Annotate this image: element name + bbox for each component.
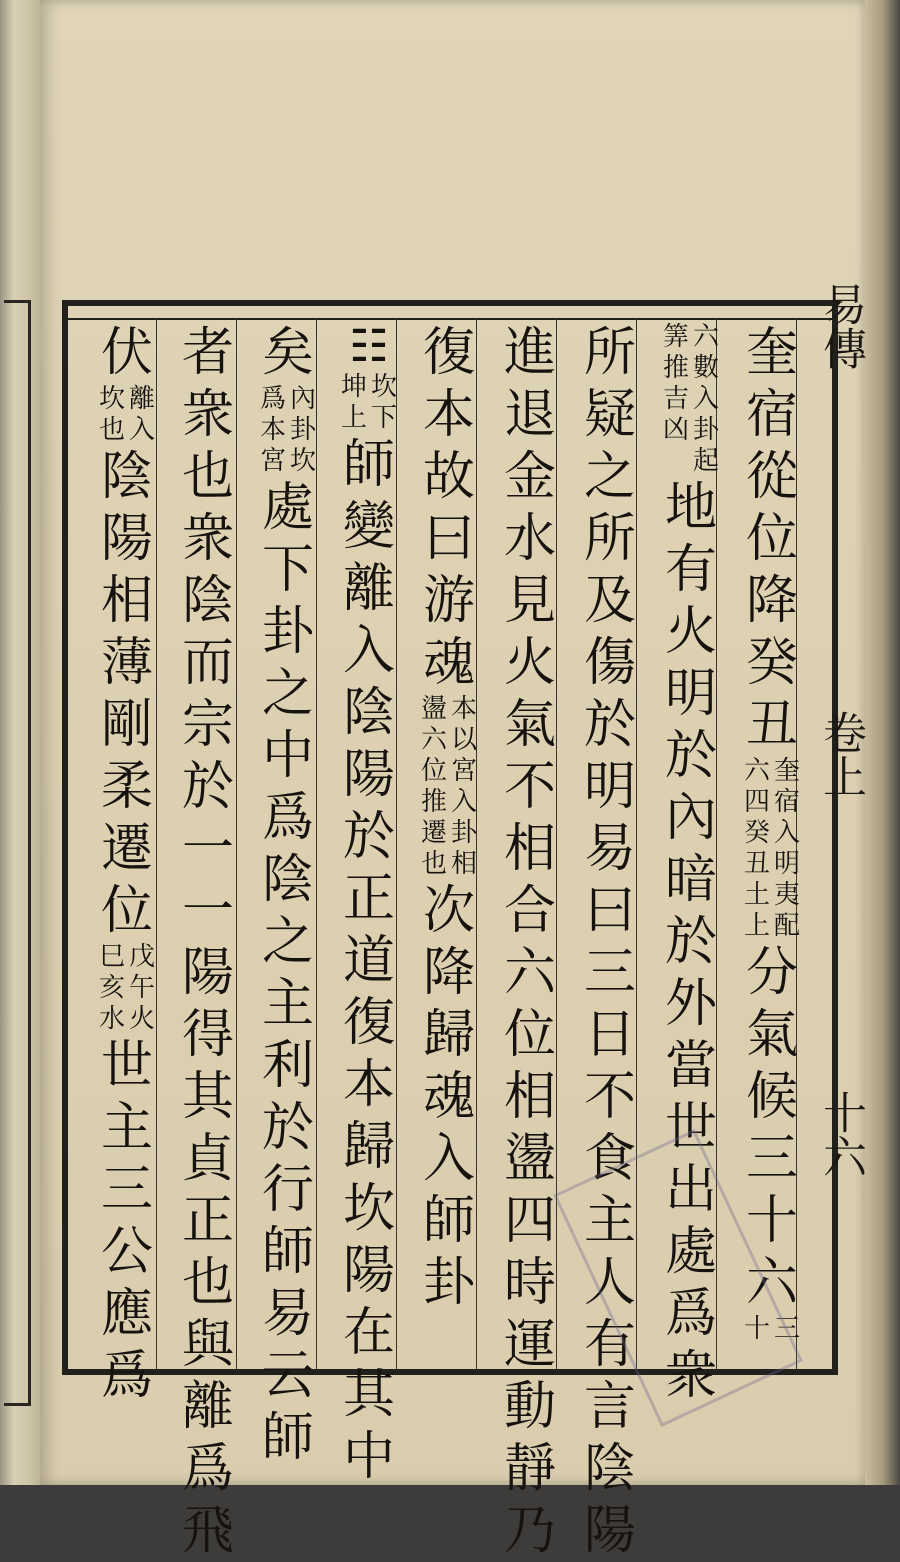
main-character: 與 (181, 1315, 234, 1375)
main-character: 於 (342, 807, 395, 867)
main-character: 之 (261, 912, 314, 972)
main-character: 世 (664, 1098, 717, 1158)
main-character: 陰 (100, 447, 153, 507)
commentary-character: 遷 (420, 818, 447, 848)
commentary-character: 宮 (259, 446, 286, 476)
main-character: 一 (181, 819, 234, 879)
main-character: 陽 (181, 943, 234, 1003)
commentary-character: 數 (692, 353, 719, 383)
main-character: 從 (745, 447, 798, 507)
main-character: 師 (261, 1222, 314, 1282)
commentary-character (662, 446, 690, 477)
commentary-row (98, 942, 156, 973)
main-character: 於 (583, 695, 636, 755)
commentary-character: 卦 (692, 415, 719, 445)
commentary-character: 亥 (98, 973, 125, 1003)
main-character: 一 (181, 881, 234, 941)
commentary-row (743, 911, 801, 942)
main-character: 人 (583, 1253, 636, 1313)
main-character: 衆 (181, 509, 234, 569)
commentary-character: 六 (420, 725, 447, 755)
main-character: 故 (422, 447, 475, 507)
main-character: 分 (745, 943, 798, 1003)
main-character: 水 (503, 509, 556, 569)
main-character: 貞 (181, 1129, 234, 1189)
main-character: 陽 (342, 1241, 395, 1301)
main-character: 陽 (342, 745, 395, 805)
commentary-character: 凶 (662, 415, 689, 445)
main-character: 合 (503, 881, 556, 941)
commentary-character: 癸 (743, 818, 770, 848)
commentary-character: 坎 (98, 384, 125, 414)
commentary-character: 坤 (340, 372, 367, 402)
main-character: 陰 (583, 1439, 636, 1499)
main-character: 所 (583, 509, 636, 569)
commentary-character: 盪 (420, 694, 447, 724)
text-column (97, 322, 157, 1406)
main-character: 六 (745, 1253, 798, 1313)
main-character: 易 (583, 819, 636, 879)
commentary-character: 位 (420, 756, 447, 786)
main-character: 主 (261, 974, 314, 1034)
commentary-character: 入 (450, 787, 477, 817)
main-character: 薄 (100, 633, 153, 693)
commentary-character: 下 (370, 403, 397, 433)
commentary-character: 上 (340, 403, 367, 433)
main-character: 坎 (342, 1179, 395, 1239)
commentary-character: 丑 (743, 849, 770, 879)
main-character: 歸 (422, 1005, 475, 1065)
commentary-character: 也 (98, 415, 125, 445)
main-character: 十 (745, 1191, 798, 1251)
main-character: 不 (583, 1067, 636, 1127)
main-character: 正 (181, 1191, 234, 1251)
commentary-row (743, 880, 801, 911)
commentary-row (662, 446, 720, 477)
commentary-character: 離 (128, 384, 155, 414)
main-character: 傷 (583, 633, 636, 693)
main-character: 師 (422, 1191, 475, 1251)
main-character: 變 (342, 497, 395, 557)
commentary-row (662, 384, 720, 415)
main-character: 明 (664, 664, 717, 724)
commentary-character: 土 (743, 880, 770, 910)
commentary-character: 推 (662, 353, 689, 383)
main-character: 於 (664, 726, 717, 786)
main-character: 公 (100, 1222, 153, 1282)
main-character: 於 (181, 757, 234, 817)
commentary-row (743, 849, 801, 880)
main-character: 陰 (261, 850, 314, 910)
main-character: 地 (664, 478, 717, 538)
commentary-character: 本 (450, 694, 477, 724)
commentary-character: 夷 (773, 880, 800, 910)
main-character: 處 (664, 1222, 717, 1282)
main-character: 奎 (745, 323, 798, 383)
main-character: 易 (261, 1284, 314, 1344)
commentary-row (420, 756, 478, 787)
main-character: 者 (181, 323, 234, 383)
main-character: 當 (664, 1036, 717, 1096)
main-character: 中 (342, 1427, 395, 1487)
main-character: 其 (342, 1365, 395, 1425)
main-character: 火 (664, 602, 717, 662)
text-column (258, 322, 318, 1468)
main-character: 之 (261, 664, 314, 724)
commentary-row (259, 384, 317, 415)
main-character: 遷 (100, 819, 153, 879)
commentary-row (662, 415, 720, 446)
main-character: 食 (583, 1129, 636, 1189)
commentary-character: 午 (128, 973, 155, 1003)
main-character: 入 (342, 621, 395, 681)
main-character: 爲 (181, 1439, 234, 1499)
commentary-row (340, 403, 398, 434)
main-character: 魂 (422, 633, 475, 693)
commentary-character: 坎 (370, 372, 397, 402)
commentary-character: 戊 (128, 942, 155, 972)
main-character: 飛 (181, 1501, 234, 1561)
main-character: 柔 (100, 757, 153, 817)
main-character: 出 (664, 1160, 717, 1220)
main-character: 乃 (503, 1501, 556, 1561)
commentary-row (662, 322, 720, 353)
main-character: 相 (503, 819, 556, 879)
main-character: 有 (583, 1315, 636, 1375)
main-character: 陰 (342, 683, 395, 743)
commentary-character: 入 (773, 818, 800, 848)
main-character: 曰 (583, 881, 636, 941)
main-character: 動 (503, 1377, 556, 1437)
commentary-character: 奎 (773, 756, 800, 786)
main-character: 陽 (100, 509, 153, 569)
main-character: 云 (261, 1346, 314, 1406)
margin-volume: 卷上 (815, 710, 866, 798)
commentary-character: 卦 (450, 818, 477, 848)
text-column (419, 322, 479, 1362)
commentary-character: 坎 (289, 446, 316, 476)
main-character: 進 (503, 323, 556, 383)
main-character: 主 (583, 1191, 636, 1251)
main-character: 世 (100, 1036, 153, 1096)
main-character: 降 (422, 943, 475, 1003)
commentary-character: 明 (773, 849, 800, 879)
main-character: 靜 (503, 1439, 556, 1499)
main-character: 衆 (181, 385, 234, 445)
commentary-row (98, 1004, 156, 1035)
main-character: 爲 (261, 788, 314, 848)
main-character: 退 (503, 385, 556, 445)
commentary-character: 入 (128, 415, 155, 445)
main-character: 運 (503, 1315, 556, 1375)
main-character: 氣 (503, 695, 556, 755)
main-character: 而 (181, 633, 234, 693)
main-character: 日 (583, 1005, 636, 1065)
main-character: 矣 (261, 323, 314, 383)
main-character: 位 (100, 881, 153, 941)
commentary-character: 本 (259, 415, 286, 445)
commentary-character: 配 (773, 911, 800, 941)
main-character: 氣 (745, 1005, 798, 1065)
main-character: 內 (664, 788, 717, 848)
main-character: 三 (745, 1129, 798, 1189)
main-character: 相 (100, 571, 153, 631)
previous-page-frame (4, 300, 31, 1406)
main-character: 爲 (100, 1346, 153, 1406)
commentary-row (259, 415, 317, 446)
commentary-row (662, 353, 720, 384)
main-character: 明 (583, 757, 636, 817)
main-character: 復 (422, 323, 475, 383)
main-character: 曰 (422, 509, 475, 569)
main-character: 見 (503, 571, 556, 631)
commentary-row (98, 415, 156, 446)
main-character: 卦 (261, 602, 314, 662)
main-character: 所 (583, 323, 636, 383)
commentary-row (420, 849, 478, 880)
main-character: 宗 (181, 695, 234, 755)
main-character: 有 (664, 540, 717, 600)
main-character: 本 (342, 1055, 395, 1115)
main-character: 位 (745, 509, 798, 569)
main-character: 於 (261, 1098, 314, 1158)
main-character: 四 (503, 1191, 556, 1251)
hexagram-glyph: ☷ (349, 321, 389, 372)
main-character: 行 (261, 1160, 314, 1220)
main-character: 言 (583, 1377, 636, 1437)
main-character: 下 (261, 540, 314, 600)
main-character: 其 (181, 1067, 234, 1127)
commentary-character: 起 (692, 446, 719, 476)
main-character: 正 (342, 869, 395, 929)
commentary-row (259, 446, 317, 477)
main-character: 主 (100, 1098, 153, 1158)
main-character: 盪 (503, 1129, 556, 1189)
commentary-character: 水 (98, 1004, 125, 1034)
main-character: 中 (261, 726, 314, 786)
main-character: 游 (422, 571, 475, 631)
main-character: 不 (503, 757, 556, 817)
main-character: 應 (100, 1284, 153, 1344)
main-character: 離 (181, 1377, 234, 1437)
main-character: 卦 (422, 1253, 475, 1313)
main-character: 離 (342, 559, 395, 619)
commentary-character: 宮 (450, 756, 477, 786)
commentary-character: 三 (773, 1314, 800, 1344)
previous-page-edge (0, 0, 40, 1485)
commentary-character: 卦 (289, 415, 316, 445)
main-character: 也 (181, 447, 234, 507)
commentary-character: 以 (450, 725, 477, 755)
main-character: 降 (745, 571, 798, 631)
main-character: 金 (503, 447, 556, 507)
commentary-character: 入 (692, 384, 719, 414)
commentary-character: 巳 (98, 942, 125, 972)
main-character: 於 (664, 912, 717, 972)
main-character: 陰 (181, 571, 234, 631)
commentary-character: 宿 (773, 787, 800, 817)
main-character: 陽 (583, 1501, 636, 1561)
main-character: 處 (261, 478, 314, 538)
text-column (178, 322, 238, 1561)
main-character: 三 (583, 943, 636, 1003)
commentary-character: 吉 (662, 384, 689, 414)
text-column (339, 321, 399, 1487)
commentary-character: 內 (289, 384, 316, 414)
main-character: 暗 (664, 850, 717, 910)
main-character: 復 (342, 993, 395, 1053)
main-character: 剛 (100, 695, 153, 755)
commentary-character: 四 (743, 787, 770, 817)
main-character: 入 (422, 1129, 475, 1189)
commentary-character: 上 (743, 911, 770, 941)
main-character: 師 (261, 1408, 314, 1468)
main-character: 癸 (745, 633, 798, 693)
main-character: 歸 (342, 1117, 395, 1177)
main-character: 之 (583, 447, 636, 507)
main-character: 時 (503, 1253, 556, 1313)
main-character: 火 (503, 633, 556, 693)
main-character: 伏 (100, 323, 153, 383)
main-character: 宿 (745, 385, 798, 445)
main-character: 相 (503, 1067, 556, 1127)
commentary-row (743, 756, 801, 787)
text-column (500, 322, 560, 1561)
main-character: 師 (342, 435, 395, 495)
main-character: 魂 (422, 1067, 475, 1127)
main-character: 得 (181, 1005, 234, 1065)
main-character: 位 (503, 1005, 556, 1065)
commentary-character: 六 (692, 322, 719, 352)
main-character: 利 (261, 1036, 314, 1096)
commentary-row (420, 787, 478, 818)
main-character: 也 (181, 1253, 234, 1313)
main-character: 次 (422, 881, 475, 941)
commentary-row (98, 973, 156, 1004)
main-character: 三 (100, 1160, 153, 1220)
commentary-character: 筭 (662, 322, 689, 352)
margin-page-number: 十六 (815, 1090, 866, 1178)
main-character: 六 (503, 943, 556, 1003)
commentary-row (420, 694, 478, 725)
main-character: 疑 (583, 385, 636, 445)
commentary-row (743, 818, 801, 849)
commentary-row (420, 725, 478, 756)
commentary-character: 相 (450, 849, 477, 879)
margin-title: 易傳 (815, 282, 866, 370)
main-character: 丑 (745, 695, 798, 755)
commentary-row (98, 384, 156, 415)
main-character: 本 (422, 385, 475, 445)
main-character: 道 (342, 931, 395, 991)
main-character: 衆 (664, 1346, 717, 1406)
main-character: 在 (342, 1303, 395, 1363)
commentary-row (340, 372, 398, 403)
main-character: 及 (583, 571, 636, 631)
commentary-character: 六 (743, 756, 770, 786)
commentary-character: 火 (128, 1004, 155, 1034)
main-character: 候 (745, 1067, 798, 1127)
commentary-character: 十 (743, 1314, 770, 1344)
commentary-character: 也 (420, 849, 447, 879)
text-column (742, 322, 802, 1362)
main-character: 外 (664, 974, 717, 1034)
commentary-character: 爲 (259, 384, 286, 414)
commentary-row (420, 818, 478, 849)
main-character: 爲 (664, 1284, 717, 1344)
commentary-row (743, 787, 801, 818)
commentary-character: 推 (420, 787, 447, 817)
